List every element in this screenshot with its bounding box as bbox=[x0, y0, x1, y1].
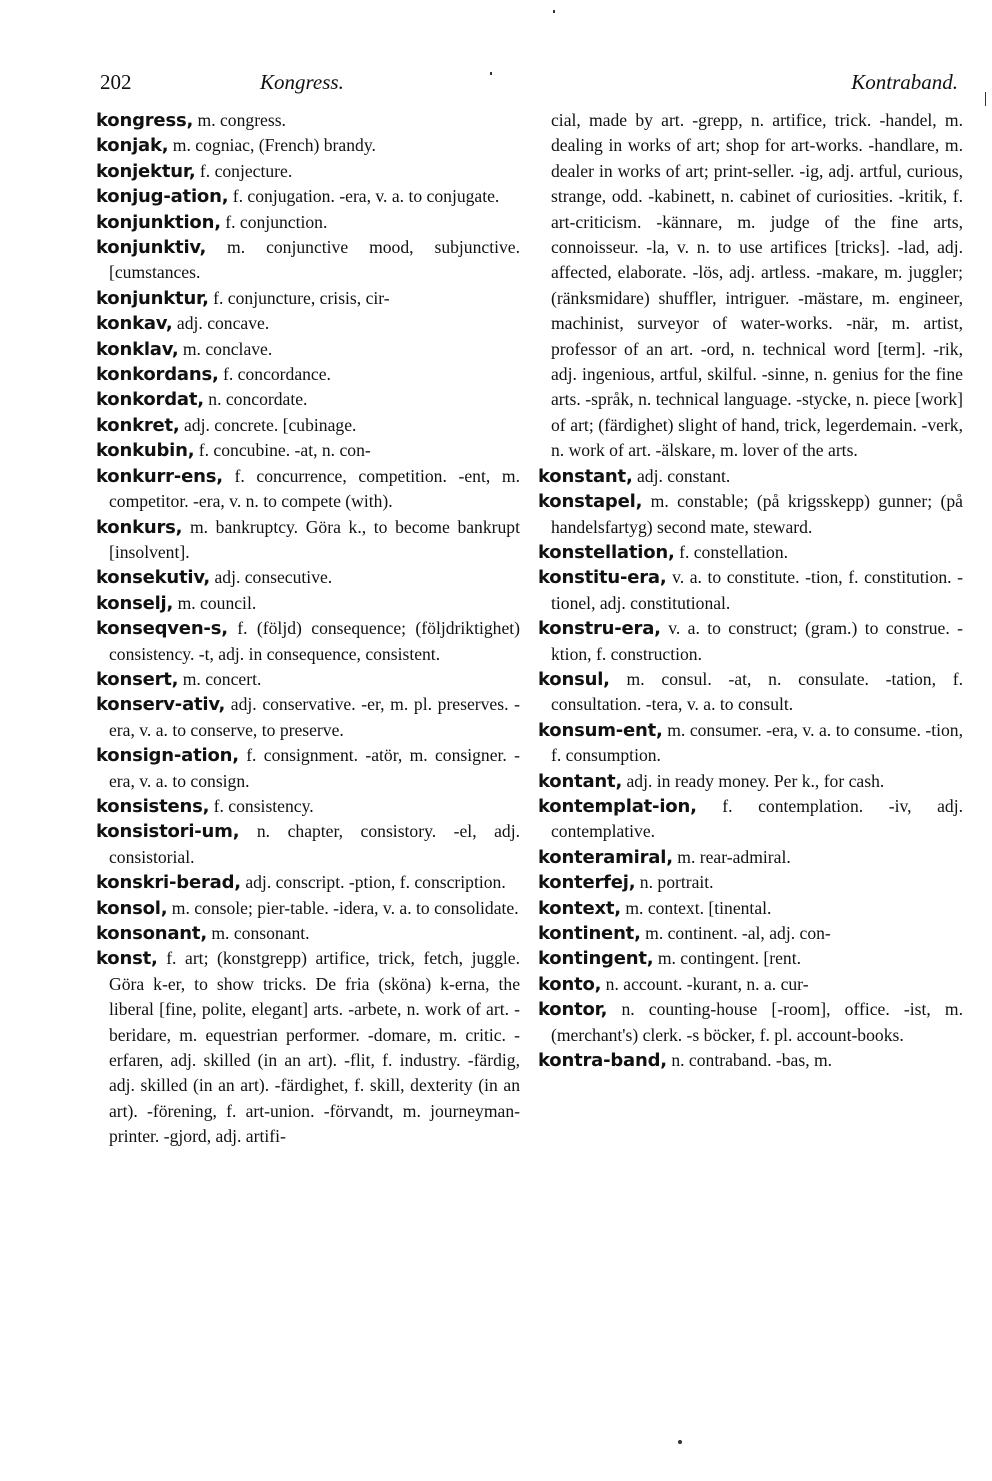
headword: konstant, bbox=[538, 465, 633, 487]
page-header bbox=[100, 70, 958, 102]
headword: konselj, bbox=[96, 592, 174, 614]
dictionary-entry bbox=[538, 794, 963, 845]
dictionary-entry bbox=[96, 515, 520, 566]
headword: konjug-ation, bbox=[96, 186, 229, 208]
definition: m. consumer. -era, v. a. to consume. -tion, f. consumption. bbox=[551, 719, 963, 766]
dictionary-entry bbox=[538, 921, 963, 946]
definition: adj. concrete. [cubinage. bbox=[179, 414, 357, 435]
definition: m. congress. bbox=[193, 110, 286, 130]
headword: konjunktur, bbox=[96, 287, 209, 309]
headword: konteramiral, bbox=[538, 846, 673, 868]
dictionary-entry bbox=[538, 1048, 963, 1073]
right-running-head: Kontraband. bbox=[851, 70, 958, 94]
scan-speck bbox=[678, 1440, 682, 1444]
definition: f. conjugation. -era, v. a. to conjugate. bbox=[228, 186, 500, 207]
dictionary-entry bbox=[96, 464, 520, 515]
headword: kontra-band, bbox=[538, 1050, 667, 1072]
definition: m. conclave. bbox=[178, 338, 273, 359]
headword: konsert, bbox=[96, 668, 179, 690]
definition: n. portrait. bbox=[635, 872, 714, 893]
definition: m. bankruptcy. Göra k., to become bankrupt [insolvent]. bbox=[109, 516, 520, 562]
dictionary-entry bbox=[96, 438, 520, 463]
dictionary-entry bbox=[96, 413, 520, 438]
dictionary-entry bbox=[538, 870, 963, 895]
dictionary-entry bbox=[96, 159, 520, 184]
dictionary-entry bbox=[538, 565, 963, 616]
definition: m. context. [tinental. bbox=[620, 897, 772, 918]
dictionary-entry bbox=[538, 769, 963, 794]
scan-speck bbox=[985, 92, 986, 106]
dictionary-entry bbox=[96, 108, 520, 133]
headword: kongress, bbox=[96, 110, 194, 131]
definition: adj. conservative. -er, m. pl. preserves. -era, v. a. to conserve, to preserve. bbox=[109, 694, 520, 740]
headword: kontinent, bbox=[538, 923, 641, 944]
dictionary-entry bbox=[96, 896, 520, 921]
definition: m. conjunctive mood, subjunctive. [cumstances. bbox=[109, 237, 520, 283]
headword: konkret, bbox=[96, 414, 180, 436]
definition: m. consonant. bbox=[206, 923, 310, 943]
definition: adj. constant. bbox=[632, 465, 731, 486]
headword: konstellation, bbox=[538, 541, 675, 563]
dictionary-entry bbox=[96, 616, 520, 667]
headword: konskri-berad, bbox=[96, 872, 241, 894]
headword: konkordans, bbox=[96, 364, 219, 386]
left-running-head: Kongress. bbox=[260, 70, 344, 94]
headword: konkurr-ens, bbox=[96, 465, 223, 487]
headword: konto, bbox=[538, 973, 602, 995]
headword: konkubin, bbox=[96, 440, 195, 462]
definition: v. a. to construct; (gram.) to construe. -ktion, f. construction. bbox=[551, 618, 963, 664]
definition: m. contingent. [rent. bbox=[653, 948, 801, 969]
definition: m. concert. bbox=[178, 668, 262, 689]
headword: konsonant, bbox=[96, 923, 207, 944]
dictionary-entry bbox=[96, 235, 520, 286]
definition: adj. concave. bbox=[172, 313, 270, 334]
headword: konsol, bbox=[96, 897, 168, 919]
headword: konst, bbox=[96, 948, 158, 970]
definition: f. conjuncture, crisis, cir- bbox=[208, 287, 390, 308]
dictionary-entry bbox=[538, 464, 963, 489]
definition: m. cogniac, (French) brandy. bbox=[168, 135, 376, 156]
definition: f. conjunction. bbox=[220, 211, 328, 232]
right-column bbox=[538, 108, 963, 1073]
headword: konkurs, bbox=[96, 516, 183, 538]
definition: adj. consecutive. bbox=[210, 567, 333, 588]
headword: kontext, bbox=[538, 897, 621, 919]
headword: konstitu-era, bbox=[538, 567, 667, 589]
dictionary-entry bbox=[96, 387, 520, 412]
headword: konjektur, bbox=[96, 160, 196, 182]
left-column bbox=[96, 108, 520, 1150]
definition: adj. in ready money. Per k., for cash. bbox=[622, 770, 885, 791]
headword: konklav, bbox=[96, 338, 179, 360]
definition: n. counting-house [-room], office. -ist, m. (merchant's) clerk. -s böcker, f. pl. account-books. bbox=[551, 999, 963, 1045]
dictionary-entry bbox=[96, 311, 520, 336]
definition: f. constellation. bbox=[674, 541, 789, 562]
dictionary-entry bbox=[96, 743, 520, 794]
definition: f. consistency. bbox=[209, 795, 314, 816]
headword: kontor, bbox=[538, 999, 608, 1021]
dictionary-entry bbox=[96, 362, 520, 387]
definition: adj. conscript. -ption, f. conscription. bbox=[240, 872, 506, 893]
dictionary-entry bbox=[538, 540, 963, 565]
headword: kontemplat-ion, bbox=[538, 795, 697, 817]
definition: m. constable; (på krigsskepp) gunner; (på handelsfartyg) second mate, steward. bbox=[551, 491, 963, 537]
definition: f. concubine. -at, n. con- bbox=[194, 440, 371, 461]
dictionary-entry bbox=[96, 870, 520, 895]
headword: konseqven-s, bbox=[96, 618, 228, 640]
headword: konjunktiv, bbox=[96, 237, 207, 259]
page-number: 202 bbox=[100, 70, 132, 94]
scan-speck bbox=[490, 72, 492, 75]
scan-speck bbox=[553, 10, 555, 13]
dictionary-entry bbox=[96, 794, 520, 819]
dictionary-entry bbox=[96, 667, 520, 692]
dictionary-entry bbox=[96, 819, 520, 870]
headword: konkordat, bbox=[96, 389, 204, 411]
headword: konsum-ent, bbox=[538, 719, 663, 741]
headword: konstru-era, bbox=[538, 618, 661, 640]
headword: konsign-ation, bbox=[96, 745, 239, 767]
continued-entry: cial, made by art. -grepp, n. artifice, trick. -handel, m. dealing in works of art; shop for art-works. -handlare, m. dealer in works of art; print-seller. -ig, adj. artful, curious, strange, odd. -kabinett, n. cabinet of curiosities. -kritik, f. art-criticism. -kännare, m. judge of the fine arts, connoisseur. -la, v. n. to use artifices [tricks]. -lad, adj. affected, elaborate. -lös, adj. artless. -makare, m. juggler; (ränksmidare) shuffler, intriguer. -mästare, m. engineer, machinist, surveyor of water-works. -när, m. artist, professor of an art. -ord, n. technical word [term]. -rik, adj. ingenious, artful, skilful. -sinne, n. genius for the fine arts. -språk, n. technical language. -stycke, n. piece [work] of art; (färdighet) slight of hand, trick, legerdemain. -verk, n. work of art. -älskare, m. lover of the arts. bbox=[551, 110, 963, 461]
headword: konstapel, bbox=[538, 491, 643, 513]
headword: konjak, bbox=[96, 135, 169, 157]
definition: m. rear-admiral. bbox=[672, 846, 791, 867]
headword: konsekutiv, bbox=[96, 567, 211, 589]
definition: f. (följd) consequence; (följdriktighet) consistency. -t, adj. in consequence, consistent. bbox=[109, 618, 520, 664]
dictionary-entry bbox=[96, 946, 520, 1149]
dictionary-entry bbox=[538, 896, 963, 921]
definition: m. console; pier-table. -idera, v. a. to consolidate. bbox=[167, 897, 519, 918]
definition: m. council. bbox=[173, 592, 257, 613]
definition: n. contraband. -bas, m. bbox=[666, 1050, 833, 1071]
headword: konkav, bbox=[96, 313, 173, 335]
headword: konserv-ativ, bbox=[96, 694, 226, 716]
dictionary-entry bbox=[96, 210, 520, 235]
headword: konsistori-um, bbox=[96, 821, 240, 843]
definition: f. contemplation. -iv, adj. contemplative. bbox=[551, 795, 963, 842]
dictionary-entry bbox=[538, 845, 963, 870]
definition: f. concurrence, competition. -ent, m. competitor. -era, v. n. to compete (with). bbox=[109, 465, 520, 512]
dictionary-entry bbox=[96, 921, 520, 946]
dictionary-entry bbox=[538, 616, 963, 667]
dictionary-entry bbox=[538, 667, 963, 718]
dictionary-entry bbox=[96, 591, 520, 616]
definition: f. conjecture. bbox=[195, 160, 293, 181]
dictionary-entry bbox=[538, 489, 963, 540]
headword: konsistens, bbox=[96, 795, 210, 817]
definition: m. consul. -at, n. consulate. -tation, f. consultation. -tera, v. a. to consult. bbox=[551, 668, 963, 715]
definition: f. concordance. bbox=[218, 364, 331, 385]
headword: kontingent, bbox=[538, 948, 654, 970]
dictionary-entry bbox=[538, 946, 963, 971]
definition: n. account. -kurant, n. a. cur- bbox=[601, 973, 809, 994]
headword: konjunktion, bbox=[96, 211, 221, 233]
definition: n. concordate. bbox=[203, 389, 308, 410]
headword: konterfej, bbox=[538, 872, 636, 894]
dictionary-entry bbox=[96, 286, 520, 311]
dictionary-entry bbox=[538, 972, 963, 997]
definition: n. chapter, consistory. -el, adj. consistorial. bbox=[109, 821, 520, 867]
headword: konsul, bbox=[538, 668, 610, 690]
dictionary-entry bbox=[538, 997, 963, 1048]
definition: f. art; (konstgrepp) artifice, trick, fetch, juggle. Göra k-er, to show tricks. De fria (sköna) k-erna, the liberal [fine, polite, elegant] arts. -arbete, n. work of art. -beridare, m. equestrian performer. -domare, m. critic. -erfaren, adj. skilled (in an art). -flit, f. industry. -färdig, adj. skilled (in an art). -färdighet, f. skill, dexterity (in an art). -förening, f. art-union. -förvandt, m. journeyman-printer. -gjord, adj. artifi- bbox=[109, 948, 520, 1147]
dictionary-entry bbox=[96, 184, 520, 209]
definition: v. a. to constitute. -tion, f. constitution. -tionel, adj. constitutional. bbox=[551, 567, 963, 613]
headword: kontant, bbox=[538, 770, 623, 792]
dictionary-entry bbox=[96, 337, 520, 362]
dictionary-entry bbox=[96, 692, 520, 743]
definition: f. consignment. -atör, m. consigner. -era, v. a. to consign. bbox=[109, 745, 520, 791]
definition: m. continent. -al, adj. con- bbox=[640, 923, 831, 943]
dictionary-entry bbox=[538, 718, 963, 769]
dictionary-entry bbox=[96, 133, 520, 158]
dictionary-entry bbox=[96, 565, 520, 590]
